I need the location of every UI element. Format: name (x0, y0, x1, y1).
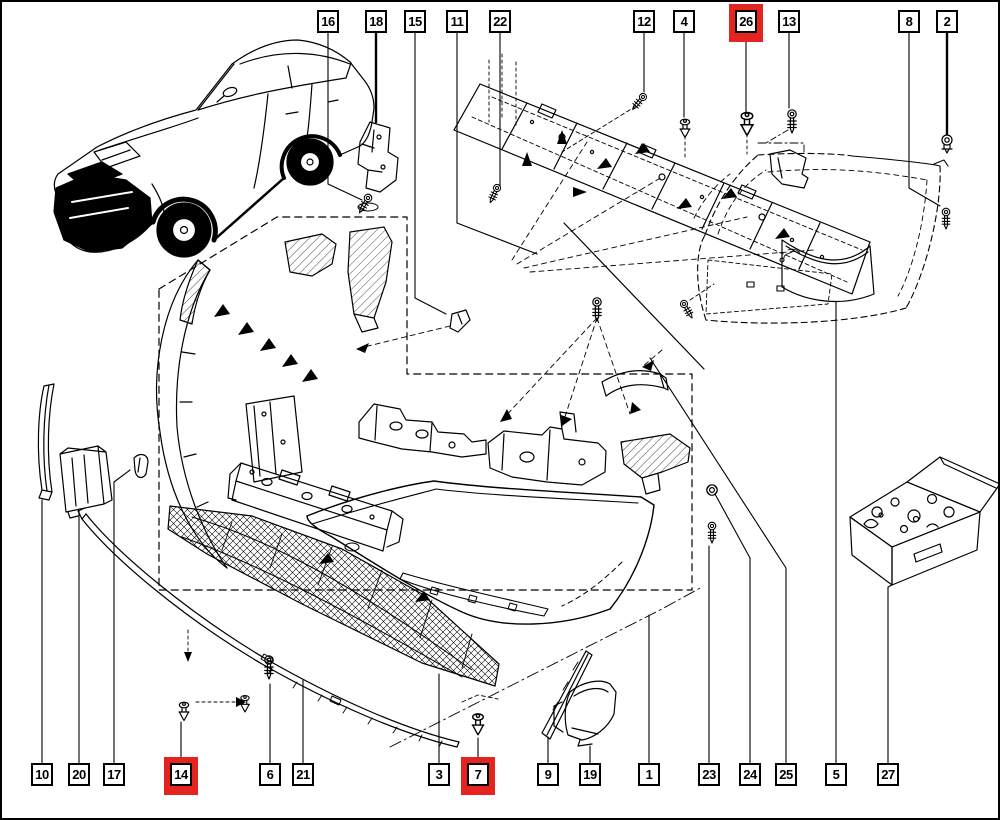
callout-4[interactable]: 4 (673, 10, 695, 33)
callout-3[interactable]: 3 (428, 763, 450, 786)
callout-12[interactable]: 12 (633, 10, 655, 33)
callout-25[interactable]: 25 (775, 763, 797, 786)
callout-1[interactable]: 1 (638, 763, 660, 786)
callout-9[interactable]: 9 (537, 763, 559, 786)
callout-27[interactable]: 27 (877, 763, 899, 786)
callout-14[interactable]: 14 (170, 763, 192, 786)
callout-6[interactable]: 6 (259, 763, 281, 786)
callout-layer (2, 2, 998, 818)
callout-21[interactable]: 21 (292, 763, 314, 786)
callout-15[interactable]: 15 (404, 10, 426, 33)
callout-highlight-7[interactable] (461, 757, 495, 795)
callout-16[interactable]: 16 (317, 10, 339, 33)
callout-11[interactable]: 11 (446, 10, 468, 33)
callout-24[interactable]: 24 (739, 763, 761, 786)
callout-20[interactable]: 20 (68, 763, 90, 786)
callout-7[interactable]: 7 (467, 763, 489, 786)
callout-highlight-14[interactable] (164, 757, 198, 795)
callout-18[interactable]: 18 (365, 10, 387, 33)
callout-23[interactable]: 23 (698, 763, 720, 786)
callout-8[interactable]: 8 (898, 10, 920, 33)
callout-highlight-26[interactable] (729, 4, 763, 42)
callout-22[interactable]: 22 (489, 10, 511, 33)
callout-26[interactable]: 26 (735, 10, 757, 33)
callout-17[interactable]: 17 (103, 763, 125, 786)
callout-13[interactable]: 13 (778, 10, 800, 33)
callout-10[interactable]: 10 (31, 763, 53, 786)
callout-2[interactable]: 2 (936, 10, 958, 33)
callout-5[interactable]: 5 (825, 763, 847, 786)
callout-19[interactable]: 19 (579, 763, 601, 786)
